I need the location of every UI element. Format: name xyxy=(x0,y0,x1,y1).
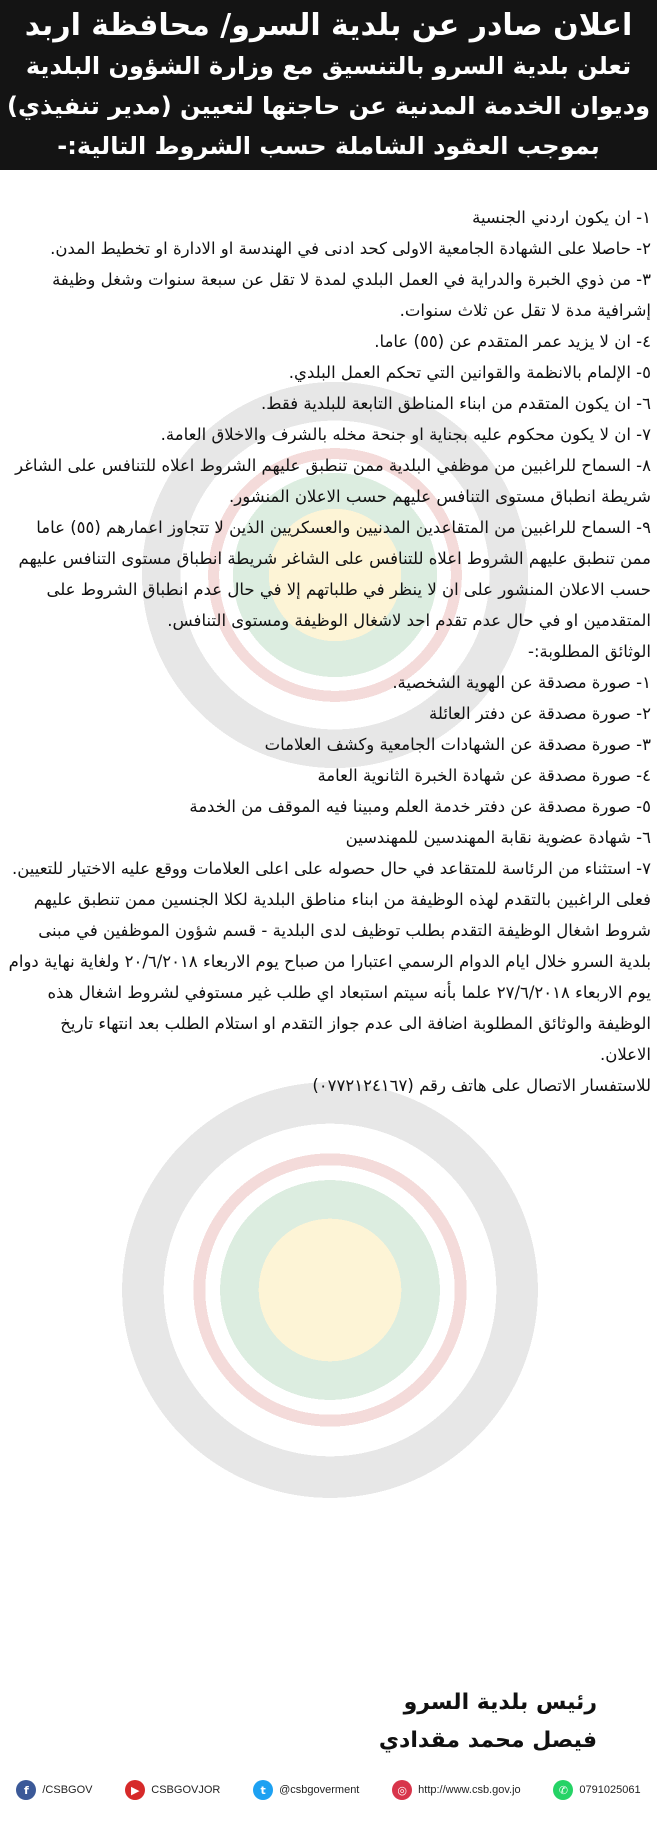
civil-service-bureau-watermark xyxy=(120,1080,540,1500)
condition-item: ١- ان يكون اردني الجنسية xyxy=(472,208,651,227)
footer-website[interactable] xyxy=(392,1780,521,1800)
announcement-header xyxy=(0,0,657,170)
footer-twitter[interactable] xyxy=(253,1780,359,1800)
footer-social-bar xyxy=(0,1770,657,1810)
whatsapp-number: 0791025061 xyxy=(579,1784,641,1796)
document-item: ٤- صورة مصدقة عن شهادة الخبرة الثانوية العامة xyxy=(317,766,651,785)
facebook-handle: /CSBGOV xyxy=(42,1784,93,1796)
documents-title: الوثائق المطلوبة:- xyxy=(528,642,651,661)
condition-item: ٥- الإلمام بالانظمة والقوانين التي تحكم العمل البلدي. xyxy=(288,363,651,382)
footer-youtube[interactable] xyxy=(125,1780,220,1800)
inquiry-phone: للاستفسار الاتصال على هاتف رقم (٠٧٧٢١٢٤١٦٧) xyxy=(312,1076,651,1095)
condition-item: ٨- السماح للراغبين من موظفي البلدية ممن تنطبق عليهم الشروط اعلاه للتنافس على الشاغر شريطة انطباق مستوى التنافس عليهم حسب الاعلان المنشور. xyxy=(15,456,651,506)
twitter-icon: t xyxy=(253,1780,273,1800)
youtube-icon: ▶ xyxy=(125,1780,145,1800)
twitter-handle: @csbgoverment xyxy=(279,1784,360,1796)
document-item: ٢- صورة مصدقة عن دفتر العائلة xyxy=(429,704,651,723)
document-item: ٦- شهادة عضوية نقابة المهندسين للمهندسين xyxy=(345,828,651,847)
facebook-icon: f xyxy=(16,1780,36,1800)
footer-whatsapp[interactable] xyxy=(553,1780,640,1800)
header-line-3: وديوان الخدمة المدنية عن حاجتها لتعيين (مدير تنفيذي) xyxy=(7,92,650,120)
footer-facebook[interactable] xyxy=(16,1780,92,1800)
whatsapp-icon: ✆ xyxy=(553,1780,573,1800)
website-url: http://www.csb.gov.jo xyxy=(418,1784,521,1796)
condition-item: ٩- السماح للراغبين من المتقاعدين المدنيين والعسكريين الذين لا تتجاوز اعمارهم (٥٥) عاما ممن تنطبق عليهم الشروط اعلاه للتنافس على الشاغر شريطة انطباق مستوى التنافس عليهم حسب الاعلان المنشور على ان لا ينظر في طلباتهم إلا في حال عدم انطباق الشروط على المتقدمين او في حال عدم تقدم احد لاشغال الوظيفة ومستوى التنافس. xyxy=(18,518,651,630)
signature-name: فيصل محمد مقدادي xyxy=(378,1728,597,1753)
document-item: ٣- صورة مصدقة عن الشهادات الجامعية وكشف العلامات xyxy=(264,735,651,754)
header-title: اعلان صادر عن بلدية السرو/ محافظة اربد xyxy=(24,8,633,43)
condition-item: ٢- حاصلا على الشهادة الجامعية الاولى كحد ادنى في الهندسة او الادارة او تخطيط المدن. xyxy=(50,239,651,258)
condition-item: ٦- ان يكون المتقدم من ابناء المناطق التابعة للبلدية فقط. xyxy=(260,394,651,413)
signature-block xyxy=(379,1684,597,1760)
condition-item: ٤- ان لا يزيد عمر المتقدم عن (٥٥) عاما. xyxy=(374,332,651,351)
website-icon: ◎ xyxy=(392,1780,412,1800)
youtube-handle: CSBGOVJOR xyxy=(151,1784,221,1796)
document-item: ٧- استثناء من الرئاسة للمتقاعد في حال حصوله على اعلى العلامات ووقع عليه الاختيار للتعيين. xyxy=(11,859,651,878)
announcement-body xyxy=(8,202,651,1101)
condition-item: ٣- من ذوي الخبرة والدراية في العمل البلدي لمدة لا تقل عن سبعة سنوات وشغل وظيفة إشرافية مدة لا تقل عن ثلاث سنوات. xyxy=(52,270,651,320)
closing-paragraph: فعلى الراغبين بالتقدم لهذه الوظيفة من ابناء مناطق البلدية لكلا الجنسين ممن تنطبق عليهم شروط اشغال الوظيفة التقدم بطلب توظيف لدى البلدية - قسم شؤون الموظفين في مبنى بلدية السرو خلال ايام الدوام الرسمي اعتبارا من صباح يوم الاربعاء ٢٠/٦/٢٠١٨ ولغاية نهاية دوام يوم الاربعاء ٢٧/٦/٢٠١٨ علما بأنه سيتم استبعاد اي طلب غير مستوفي لشروط اشغال هذه الوظيفة والوثائق المطلوبة اضافة الى عدم جواز التقدم او استلام الطلب بعد انتهاء تاريخ الاعلان. xyxy=(8,890,651,1064)
condition-item: ٧- ان لا يكون محكوم عليه بجناية او جنحة مخله بالشرف والاخلاق العامة. xyxy=(160,425,651,444)
header-line-2: تعلن بلدية السرو بالتنسيق مع وزارة الشؤون البلدية xyxy=(25,52,632,80)
document-item: ١- صورة مصدقة عن الهوية الشخصية. xyxy=(392,673,651,692)
signature-title: رئيس بلدية السرو xyxy=(403,1690,597,1715)
document-item: ٥- صورة مصدقة عن دفتر خدمة العلم ومبينا فيه الموقف من الخدمة xyxy=(189,797,651,816)
header-line-4: بموجب العقود الشاملة حسب الشروط التالية:- xyxy=(57,132,600,160)
